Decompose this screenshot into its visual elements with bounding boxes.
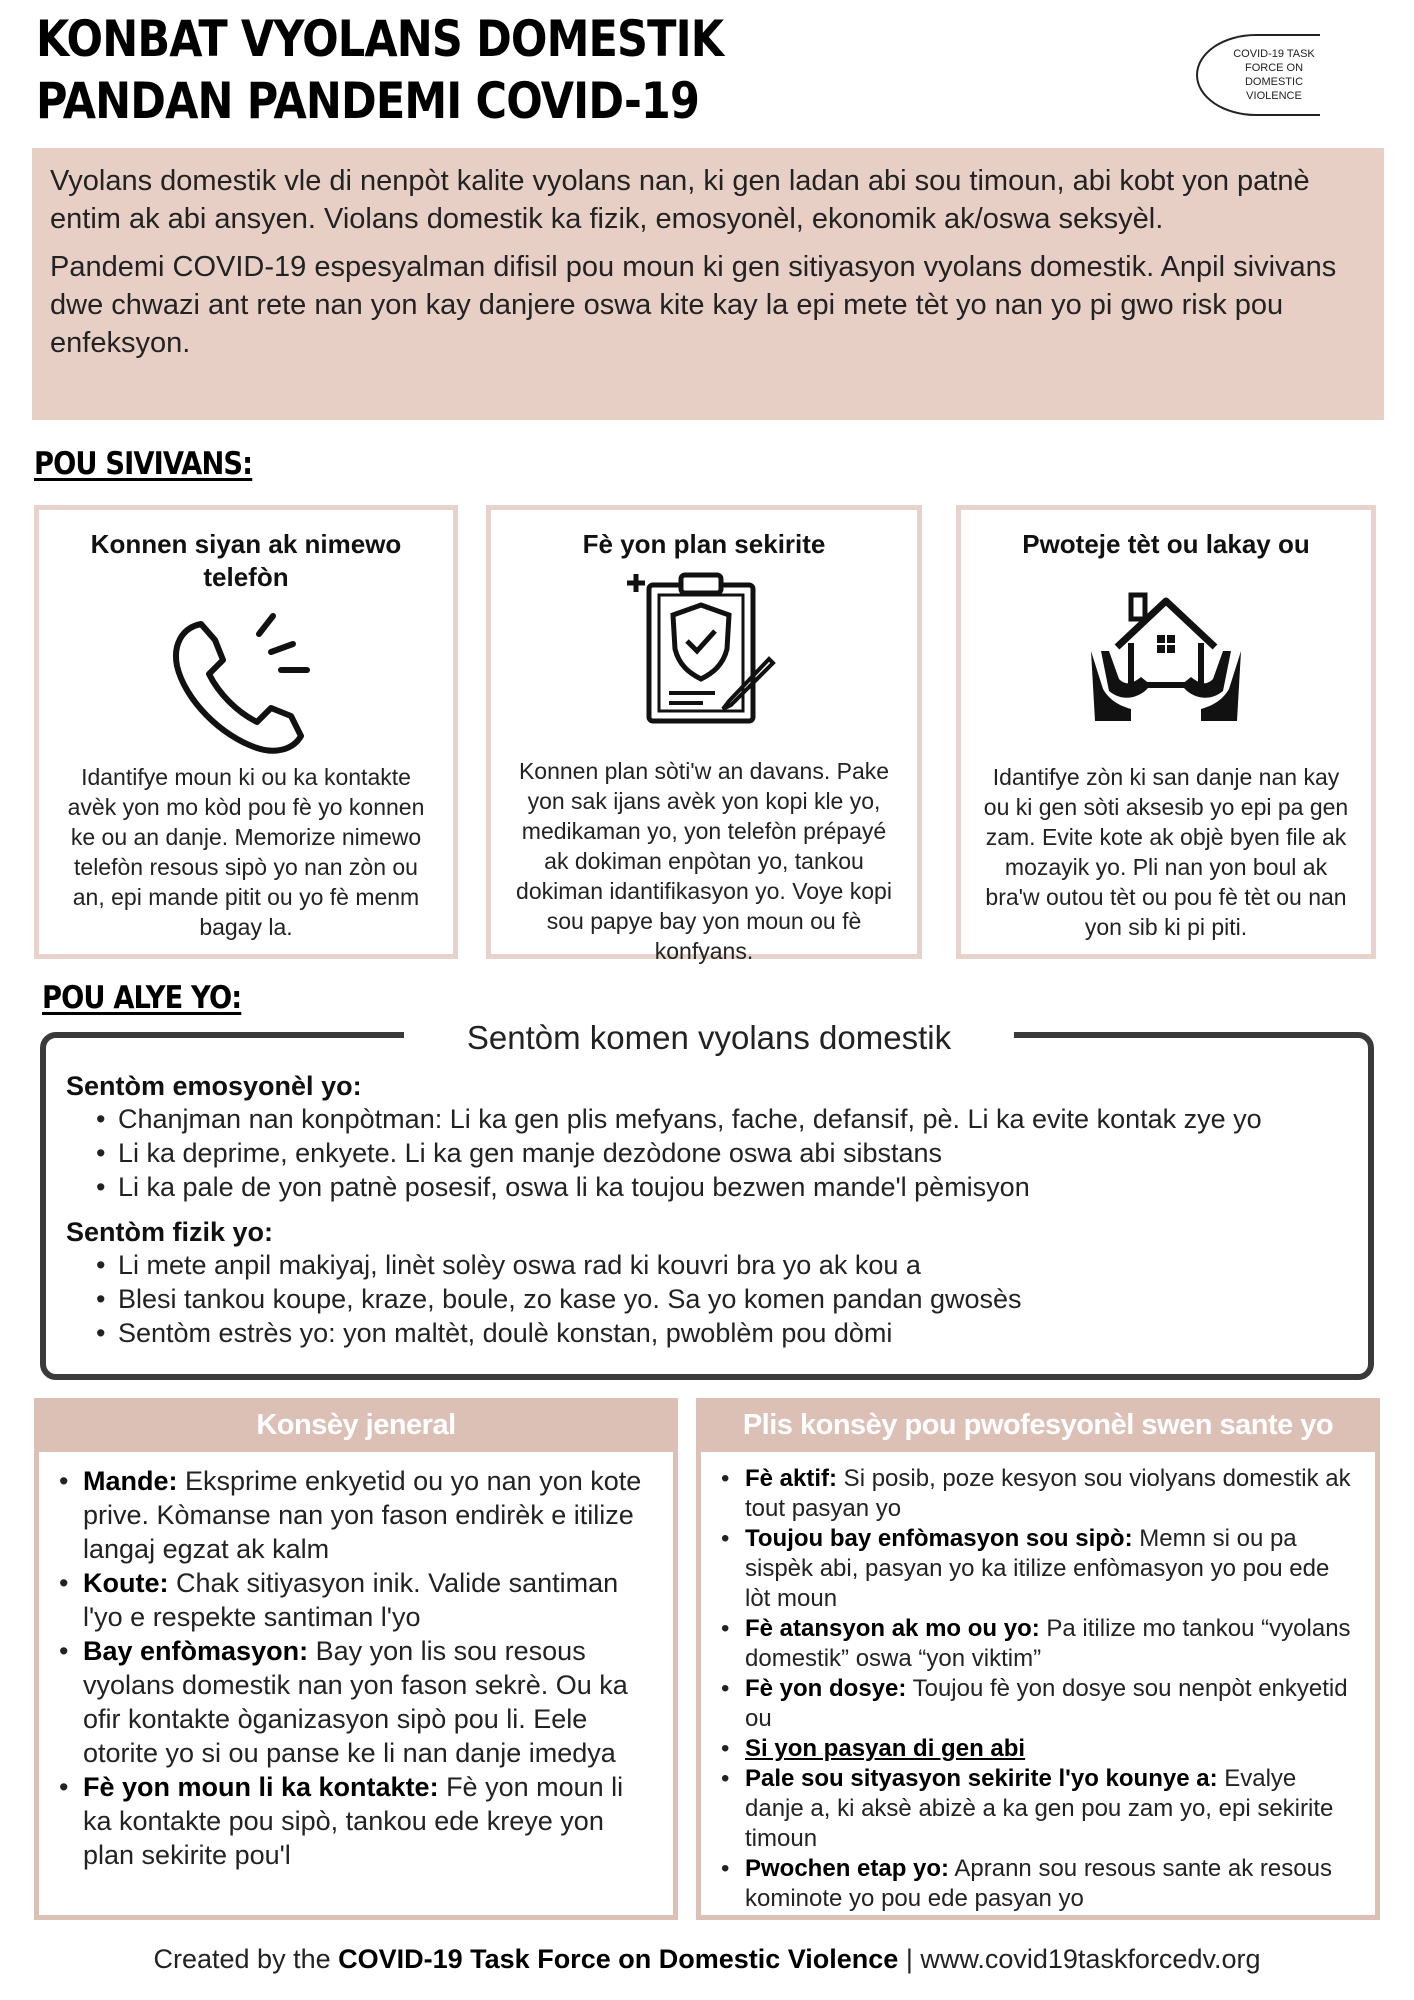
list-item	[717, 1614, 1361, 1674]
footer	[0, 1944, 1414, 1975]
list-item	[55, 1566, 659, 1634]
tip-label: Bay enfòmasyon:	[83, 1636, 309, 1666]
list-item	[717, 1674, 1361, 1734]
tip-text: Bay yon lis sou resous vyolans domestik nan yon fason sekrè. Ou ka ofir kontakte òganizasyon sipò pou li. Eele otorite yo si ou panse ke li nan danje imedya	[83, 1636, 628, 1768]
survivors-heading: POU SIVIVANS:	[34, 446, 253, 482]
house-hands-icon	[1081, 581, 1251, 741]
list-item	[717, 1854, 1361, 1914]
title-line-1: KONBAT VYOLANS DOMESTIK	[36, 10, 724, 68]
tip-label: Pwochen etap yo:	[745, 1855, 950, 1882]
phone-icon	[161, 604, 331, 764]
tip-label: Mande:	[83, 1466, 178, 1496]
card-protect-home-title: Pwoteje tèt ou lakay ou	[1022, 529, 1310, 559]
list-item: • Blesi tankou koupe, kraze, boule, zo kase yo. Sa yo komen pandan gwosès	[96, 1282, 1348, 1316]
tip-text: Si posib, poze kesyon sou violyans domestik ak tout pasyan yo	[745, 1465, 1351, 1522]
task-force-logo	[1196, 34, 1320, 116]
footer-prefix: Created by the	[153, 1944, 339, 1974]
card-phone-body: Idantifye moun ki ou ka kontakte avèk yon mo kòd pou fè yo konnen ke ou an danje. Memorize nimewo telefòn resous sipò yo nan zòn ou an, epi mande pitit ou yo fè menm bagay la.	[67, 764, 425, 940]
card-phone	[34, 505, 458, 959]
list-item	[717, 1524, 1361, 1614]
list-item: • Chanjman nan konpòtman: Li ka gen plis mefyans, fache, defansif, pè. Li ka evite kontak zye yo	[96, 1102, 1348, 1136]
list-item: • Li ka pale de yon patnè posesif, oswa li ka toujou bezwen mande'l pèmisyon	[96, 1170, 1348, 1204]
list-item	[717, 1764, 1361, 1854]
intro-paragraph-2: Pandemi COVID-19 espesyalman difisil pou moun ki gen sitiyasyon vyolans domestik. Anpil sivivans dwe chwazi ant rete nan yon kay danjere oswa kite kay la epi mete tèt yo nan yo pi gwo risk pou enfeksyon.	[50, 251, 1337, 359]
tip-label: Pale sou sityasyon sekirite l'yo kounye a:	[745, 1765, 1218, 1792]
general-tips-panel	[34, 1398, 678, 1920]
tip-label: Toujou bay enfòmasyon sou sipò:	[745, 1525, 1133, 1552]
card-safety-plan	[486, 505, 922, 964]
title-line-2: PANDAN PANDEMI COVID-19	[36, 72, 700, 130]
list-item	[55, 1770, 659, 1872]
professional-tips-heading: Plis konsèy pou pwofesyonèl swen sante yo	[701, 1398, 1375, 1452]
tip-label: Fè atansyon ak mo ou yo:	[745, 1615, 1040, 1642]
card-phone-title: Konnen siyan ak nimewo telefòn	[90, 529, 402, 592]
footer-org: COVID-19 Task Force on Domestic Violence	[338, 1944, 899, 1974]
intro-paragraph-1: Vyolans domestik vle di nenpòt kalite vyolans nan, ki gen ladan abi sou timoun, abi kobt yon patnè entim ak abi ansyen. Violans domestik ka fizik, emosyonèl, ekonomik ak/oswa seksyèl.	[50, 165, 1310, 235]
card-safety-plan-body: Konnen plan sòti'w an davans. Pake yon sak ijans avèk yon kopi kle yo, medikaman yo, yon telefòn prépayé ak dokiman enpòtan yo, tankou dokiman idantifikasyon yo. Voye kopi sou papye bay yon moun ou fè konfyans.	[516, 758, 892, 964]
general-tips-list	[39, 1452, 673, 1872]
logo-text: COVID-19 TASK FORCE ON DOMESTIC VIOLENCE	[1233, 48, 1315, 102]
tip-text: Evalye danje a, ki aksè abizè a ka gen pou zam yo, epi sekirite timoun	[745, 1765, 1334, 1852]
footer-link: | www.covid19taskforcedv.org	[898, 1944, 1261, 1974]
physical-symptoms-heading: Sentòm fizik yo:	[66, 1217, 274, 1247]
list-item	[55, 1634, 659, 1770]
list-item	[717, 1734, 1361, 1764]
card-protect-home	[956, 505, 1376, 959]
tip-label: Fè yon dosye:	[745, 1675, 907, 1702]
emotional-symptoms-list	[96, 1102, 1348, 1204]
symptoms-box	[40, 1032, 1374, 1380]
card-safety-plan-title: Fè yon plan sekirite	[582, 529, 826, 559]
tip-label: Fè yon moun li ka kontakte:	[83, 1772, 439, 1802]
tip-text: Pa itilize mo tankou “vyolans domestik” oswa “yon viktim”	[745, 1615, 1351, 1672]
helpers-heading: POU ALYE YO:	[42, 980, 242, 1016]
list-item	[55, 1464, 659, 1566]
tip-label: Si yon pasyan di gen abi	[745, 1735, 1026, 1762]
tip-text: Eksprime enkyetid ou yo nan yon kote prive. Kòmanse nan yon fason endirèk e itilize langaj egzat ak kalm	[83, 1466, 642, 1564]
physical-symptoms-list	[96, 1248, 1348, 1350]
tip-text: Chak sitiyasyon inik. Valide santiman l'yo e respekte santiman l'yo	[83, 1568, 619, 1632]
professional-tips-list	[701, 1452, 1375, 1914]
intro-box	[32, 148, 1384, 420]
card-protect-home-body: Idantifye zòn ki san danje nan kay ou ki gen sòti aksesib yo epi pa gen zam. Evite kote ak objè byen file ak mozayik yo. Pli nan yon boul ak bra'w outou tèt ou pou fè tèt ou nan yon sib ki pi piti.	[983, 764, 1349, 940]
tip-label: Koute:	[83, 1568, 169, 1598]
emotional-symptoms-heading: Sentòm emosyonèl yo:	[66, 1071, 362, 1101]
professional-tips-panel	[696, 1398, 1380, 1920]
clipboard-shield-icon	[619, 569, 789, 729]
symptoms-title: Sentòm komen vyolans domestik	[404, 1016, 1014, 1060]
tip-text: Toujou fè yon dosye sou nenpòt enkyetid ou	[745, 1675, 1348, 1732]
list-item	[717, 1464, 1361, 1524]
tip-label: Fè aktif:	[745, 1465, 838, 1492]
list-item: • Li ka deprime, enkyete. Li ka gen manje dezòdone oswa abi sibstans	[96, 1136, 1348, 1170]
tip-text: Memn si ou pa sispèk abi, pasyan yo ka itilize enfòmasyon yo pou ede lòt moun	[745, 1525, 1330, 1612]
list-item: • Sentòm estrès yo: yon maltèt, doulè konstan, pwoblèm pou dòmi	[96, 1316, 1348, 1350]
tip-text: Fè yon moun li ka kontakte pou sipò, tankou ede kreye yon plan sekirite pou'l	[83, 1772, 624, 1870]
tip-text: Aprann sou resous sante ak resous kominote yo pou ede pasyan yo	[745, 1855, 1332, 1912]
page-title	[36, 8, 936, 132]
list-item: • Li mete anpil makiyaj, linèt solèy oswa rad ki kouvri bra yo ak kou a	[96, 1248, 1348, 1282]
general-tips-heading: Konsèy jeneral	[39, 1398, 673, 1452]
